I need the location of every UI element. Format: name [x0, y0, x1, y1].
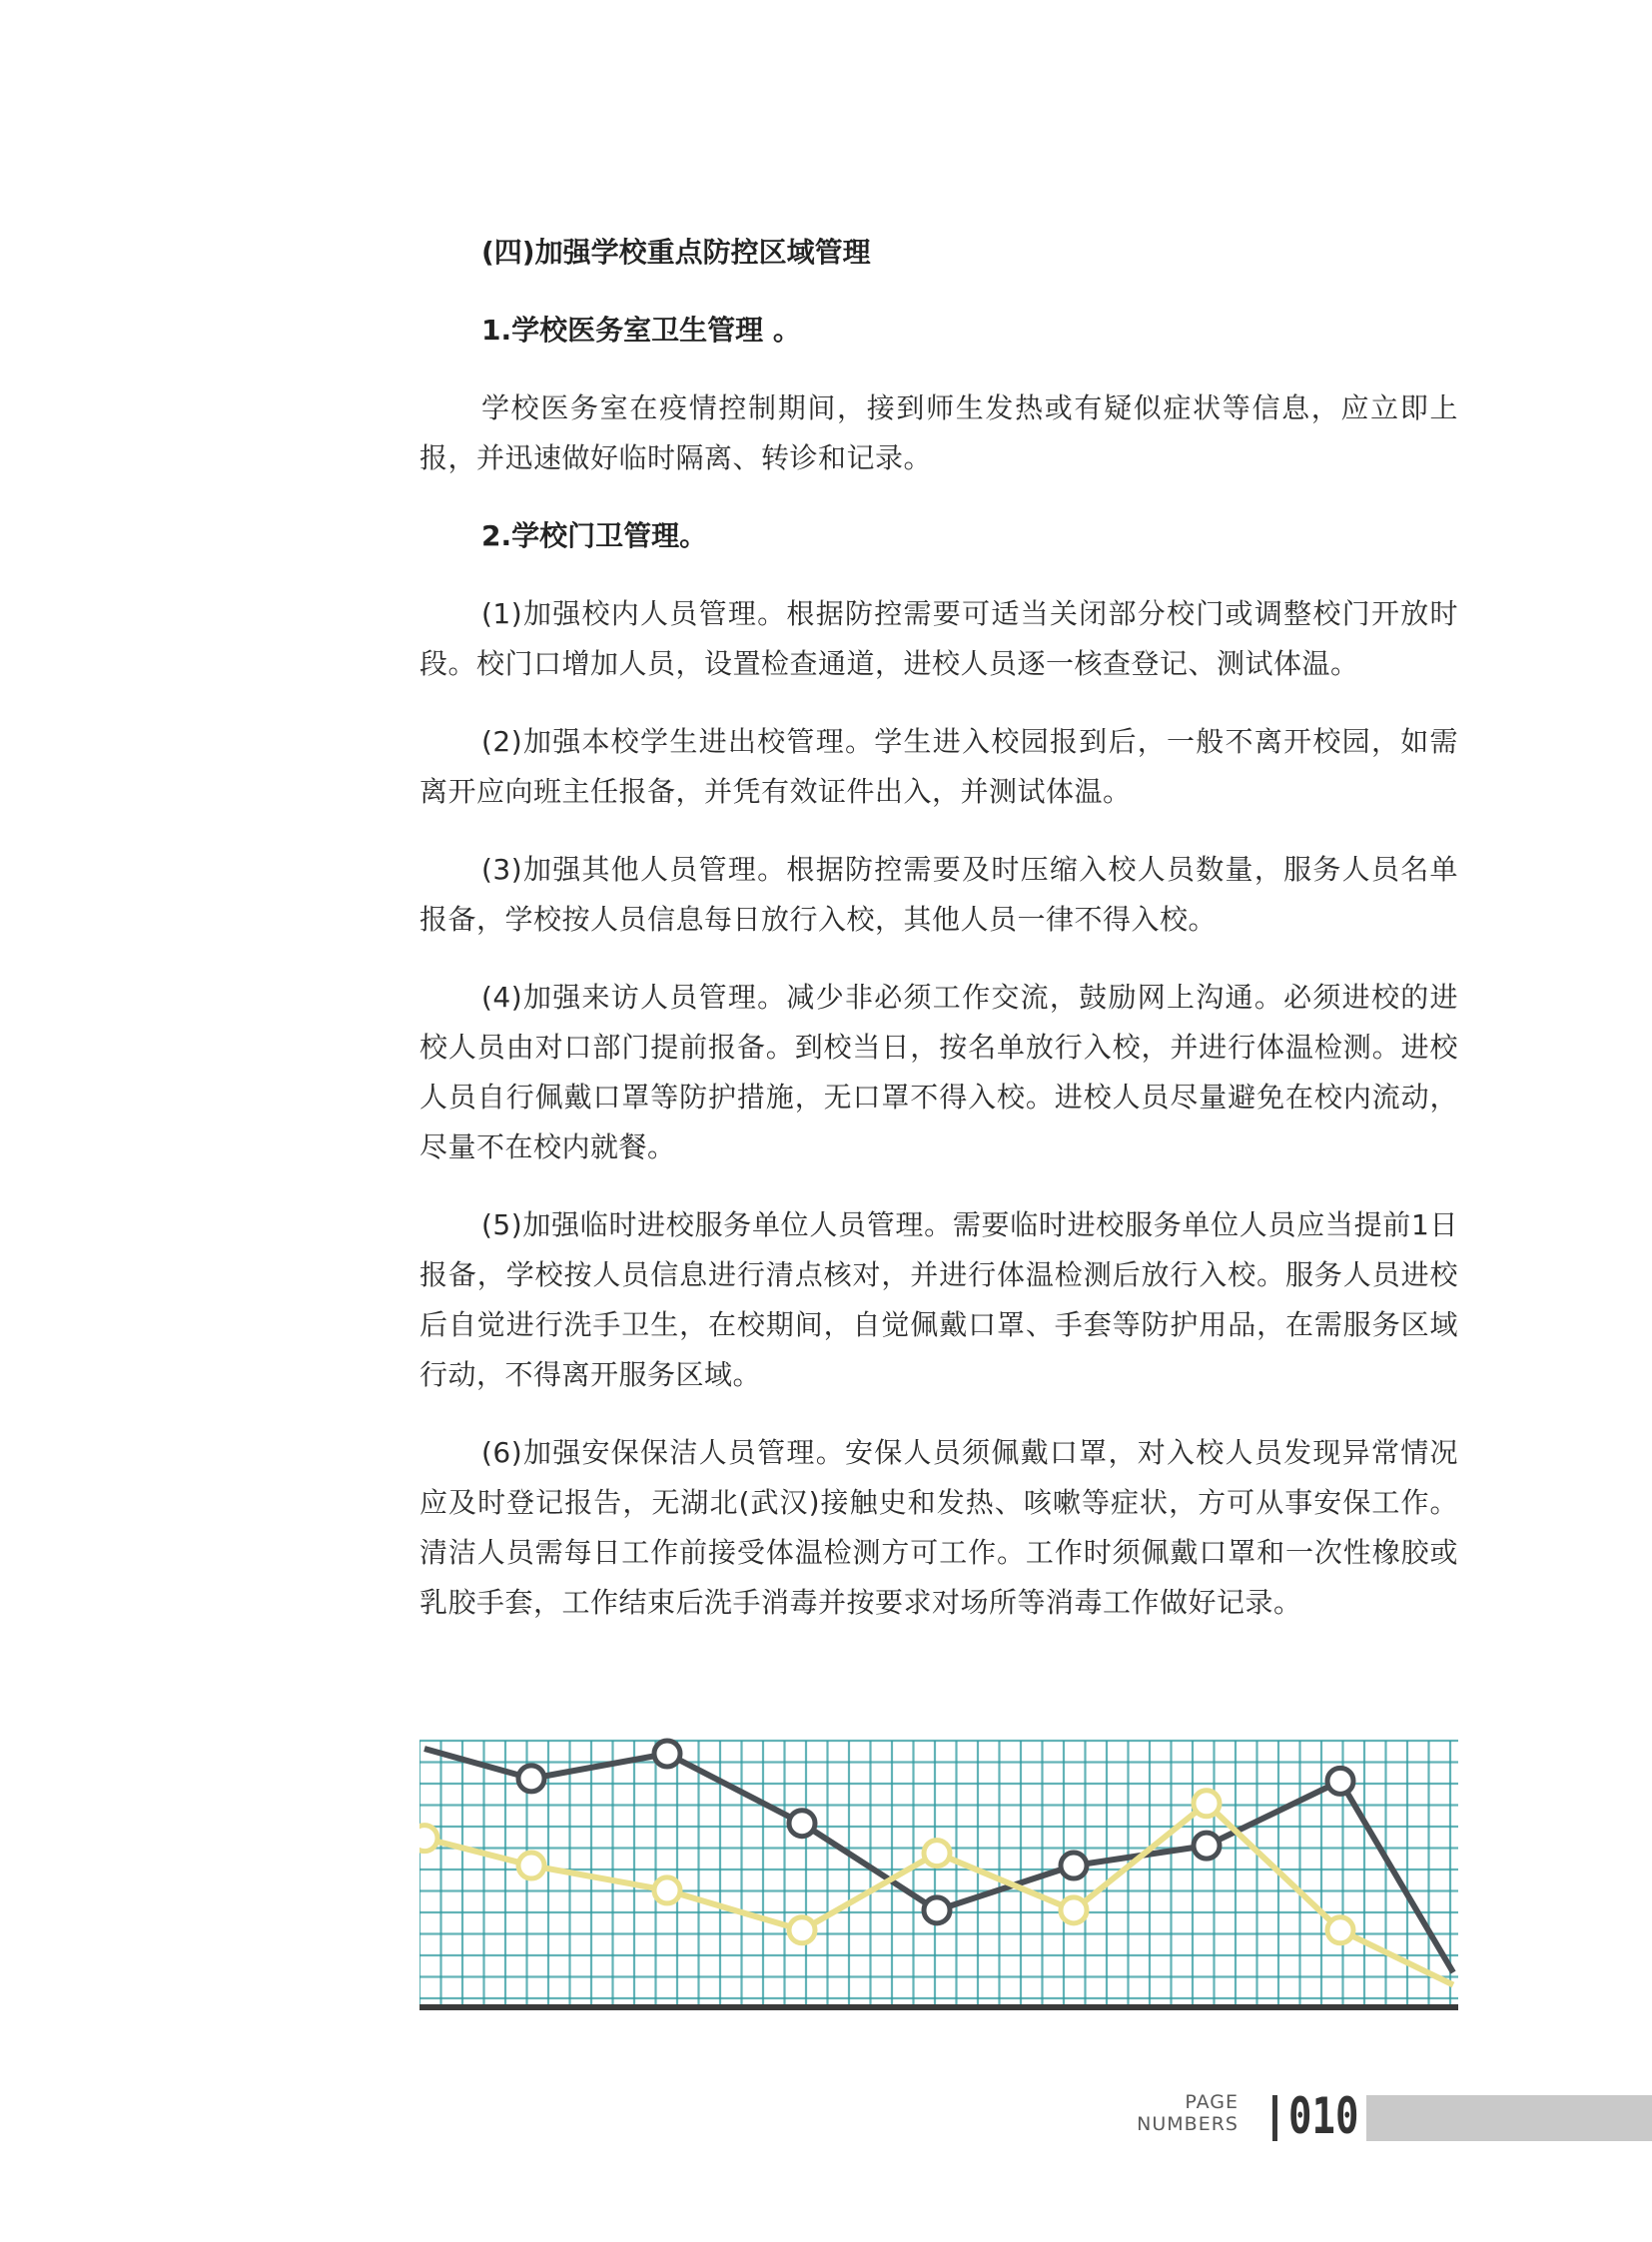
- data-point: [1194, 1791, 1220, 1817]
- data-point: [654, 1877, 680, 1903]
- data-point: [924, 1841, 950, 1867]
- list-item: (1)加强校内人员管理。根据防控需要可适当关闭部分校门或调整校门开放时段。校门口增加人员，设置检查通道，进校人员逐一核查登记、测试体温。: [419, 597, 1458, 680]
- data-point: [924, 1897, 950, 1923]
- data-point: [1327, 1917, 1353, 1943]
- data-point: [654, 1741, 680, 1767]
- subsection-title-1: 1.学校医务室卫生管理 。: [481, 314, 801, 347]
- paragraph: 学校医务室在疫情控制期间，接到师生发热或有疑似症状等信息，应立即上报，并迅速做好临时隔离、转诊和记录。: [419, 391, 1458, 474]
- divider: [1272, 2095, 1277, 2141]
- data-point: [1061, 1897, 1087, 1923]
- data-point: [518, 1853, 544, 1878]
- page-footer: [1137, 2087, 1652, 2145]
- list-item: (6)加强安保保洁人员管理。安保人员须佩戴口罩，对入校人员发现异常情况应及时登记报告，无湖北(武汉)接触史和发热、咳嗽等症状，方可从事安保工作。清洁人员需每日工作前接受体温检测方可工作。工作时须佩戴口罩和一次性橡胶或乳胶手套，工作结束后洗手消毒并按要求对场所等消毒工作做好记录。: [419, 1436, 1458, 1619]
- subsection-title-2: 2.学校门卫管理。: [481, 519, 708, 552]
- data-point: [789, 1917, 815, 1943]
- footer-bar: [1366, 2095, 1652, 2141]
- page-label-line1: PAGE: [1185, 2091, 1239, 2113]
- data-point: [518, 1766, 544, 1792]
- page-number: 010: [1288, 2087, 1359, 2145]
- document-body: [419, 228, 1458, 1656]
- data-point: [789, 1811, 815, 1837]
- data-point: [419, 1826, 437, 1852]
- list-item: (3)加强其他人员管理。根据防控需要及时压缩入校人员数量，服务人员名单报备，学校按人员信息每日放行入校，其他人员一律不得入校。: [419, 853, 1458, 936]
- decorative-line-chart: [419, 1706, 1458, 2018]
- chart-svg: [419, 1706, 1458, 2018]
- section-title: (四)加强学校重点防控区域管理: [481, 236, 871, 269]
- data-point: [1194, 1833, 1220, 1859]
- list-item: (5)加强临时进校服务单位人员管理。需要临时进校服务单位人员应当提前1日报备，学校按人员信息进行清点核对，并进行体温检测后放行入校。服务人员进校后自觉进行洗手卫生，在校期间，自觉佩戴口罩、手套等防护用品，在需服务区域行动，不得离开服务区域。: [419, 1208, 1458, 1391]
- list-item: (2)加强本校学生进出校管理。学生进入校园报到后，一般不离开校园，如需离开应向班主任报备，并凭有效证件出入，并测试体温。: [419, 725, 1458, 808]
- data-point: [1327, 1768, 1353, 1794]
- page-numbers-label: [1119, 2091, 1239, 2135]
- page-label-line2: NUMBERS: [1137, 2113, 1239, 2135]
- list-item: (4)加强来访人员管理。减少非必须工作交流，鼓励网上沟通。必须进校的进校人员由对口部门提前报备。到校当日，按名单放行入校，并进行体温检测。进校人员自行佩戴口罩等防护措施，无口罩不得入校。进校人员尽量避免在校内流动，尽量不在校内就餐。: [419, 981, 1458, 1163]
- data-point: [1061, 1853, 1087, 1878]
